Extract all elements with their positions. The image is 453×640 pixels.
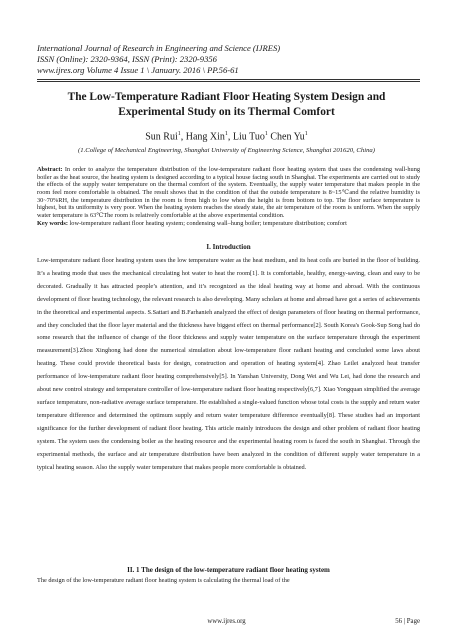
- journal-header: [37, 43, 417, 76]
- abstract-label: Abstract:: [37, 166, 63, 173]
- author-affil-mark: 1: [224, 131, 228, 137]
- author-name: Chen Yu: [270, 131, 305, 143]
- footer-url: www.ijres.org: [207, 618, 246, 625]
- author-affil-mark: 1: [264, 131, 268, 137]
- journal-name: International Journal of Research in Engineering and Science (IJRES): [37, 43, 281, 53]
- paper-title: [30, 90, 423, 120]
- author-list: [30, 128, 423, 143]
- title-line-1: The Low-Temperature Radiant Floor Heating System Design and: [67, 91, 386, 103]
- abstract-text: In order to analyze the temperature distribution of the low-temperature radiant floor heating system that uses the condensing wall-hung boiler as the heat source, the heating system is designed according to a typical house facing south in Shanghai. The experiments are carried out to study the effects of the supply water temperature on the thermal comfort of the system. Eventually, the supply water temperature that makes people in the room feel more comfortable is obtained. The result shows that in the condition of that the outside temperature is 8~15℃and the relative humidity is 30~70%RH, the temperature distribution in the room is from high to low when the height is from bottom to top. The floor surface temperature is highest, but its uniformity is very poor. When the heating system reaches the steady state, the air temperature of the room is uniform. When the supply water temperature is 63℃The room is relatively comfortable at the above experimental condition.: [37, 166, 420, 219]
- introduction-text: Low-temperature radiant floor heating system uses the low temperature water as the heat medium, and its heat coils are buried in the floor of building. It’s a heating mode that uses the mechanical circulating hot water to heat the room[1]. It is comfortable, healthy, energy-saving, clean and easy to be decorated. Gradually it has attracted people’s attention, and it’s recognized as the ideal heating way at home and abroad. With the continuous development of floor heating technology, the relevant research is also developing. Many scholars at home and abroad have got a series of achievements in the theoretical and experimental aspects. S.Sattari and B.Farhanieh analyzed the effect of design parameters of floor heating on thermal performance, and they concluded that the floor layer material and the thickness have biggest effect on thermal performance[2]. South Korea's Gook-Sup Song had do some research that the influence of change of the floor thickness and supply water temperature on the surface temperature through the experiment measurement[3].Zhou Xinghong had done the numerical simulation about low-temperature floor radiant heating and concluded some laws about heating. These could provide theoretical basis for design, construction and operation of heating system[4]. Zhao Leilei analyzed heat transfer performance of low-temperature radiant floor heating comprehensively[5]. In Yanshan University, Dong Wei and Wu Lei, had done the research and about new control strategy and temperature controller of low-temperature radiant floor heating respectively[6,7]. Xiao Yongquan simplified the average surface temperature, non-radiative average surface temperature. He established a single-valued function whose total costs is the supply and return water temperature difference and determined the optimum supply and return water temperature difference eventually[8]. These studies had an important significance for the further development of radiant floor heating. This article mainly introduces the design and other problem of radiant floor heating system. The system uses the condensing boiler as the heating resource and the experimental heating room is faced the south in Shanghai. Through the experimental methods, the surface and air temperature distribution have been analyzed in the condition of different supply water temperature in a typical heating season. Also the supply water temperature that makes people more comfortable is obtained.: [37, 257, 420, 471]
- header-rule-bottom: [37, 81, 420, 82]
- journal-issn: ISSN (Online): 2320-9364, ISSN (Print): 2320-9356: [37, 54, 217, 64]
- abstract-block: [37, 166, 420, 227]
- author-affil-mark: 1: [177, 131, 181, 137]
- footer-page-number: 56 | Page: [395, 618, 420, 625]
- author-separator: ,: [227, 131, 233, 143]
- keywords-text: low-temperature radiant floor heating system; condensing wall–hung boiler; temperature distribution; comfort: [67, 219, 347, 227]
- system-design-text: The design of the low-temperature radiant floor heating system is calculating the thermal load of the: [37, 577, 290, 584]
- section-heading-system-design: II. 1 The design of the low-temperature radiant floor heating system: [127, 566, 330, 574]
- section-heading-introduction: I. Introduction: [206, 243, 251, 251]
- affiliation: (1.College of Mechanical Engineering, Shanghai University of Engineering Science, Shanghai 201620, China): [78, 147, 375, 154]
- journal-volume: www.ijres.org Volume 4 Issue 1 \ January. 2016 \ PP.56-61: [37, 65, 239, 75]
- author-name: Hang Xin: [185, 131, 225, 143]
- author-name: Sun Rui: [145, 131, 178, 143]
- keywords-label: Key words:: [37, 219, 68, 227]
- author-affil-mark: 1: [304, 131, 308, 137]
- title-line-2: Experimental Study on its Thermal Comfort: [118, 106, 335, 118]
- header-rule-top: [37, 79, 420, 80]
- author-name: Liu Tuo: [232, 131, 265, 143]
- author-separator: ,: [180, 131, 186, 143]
